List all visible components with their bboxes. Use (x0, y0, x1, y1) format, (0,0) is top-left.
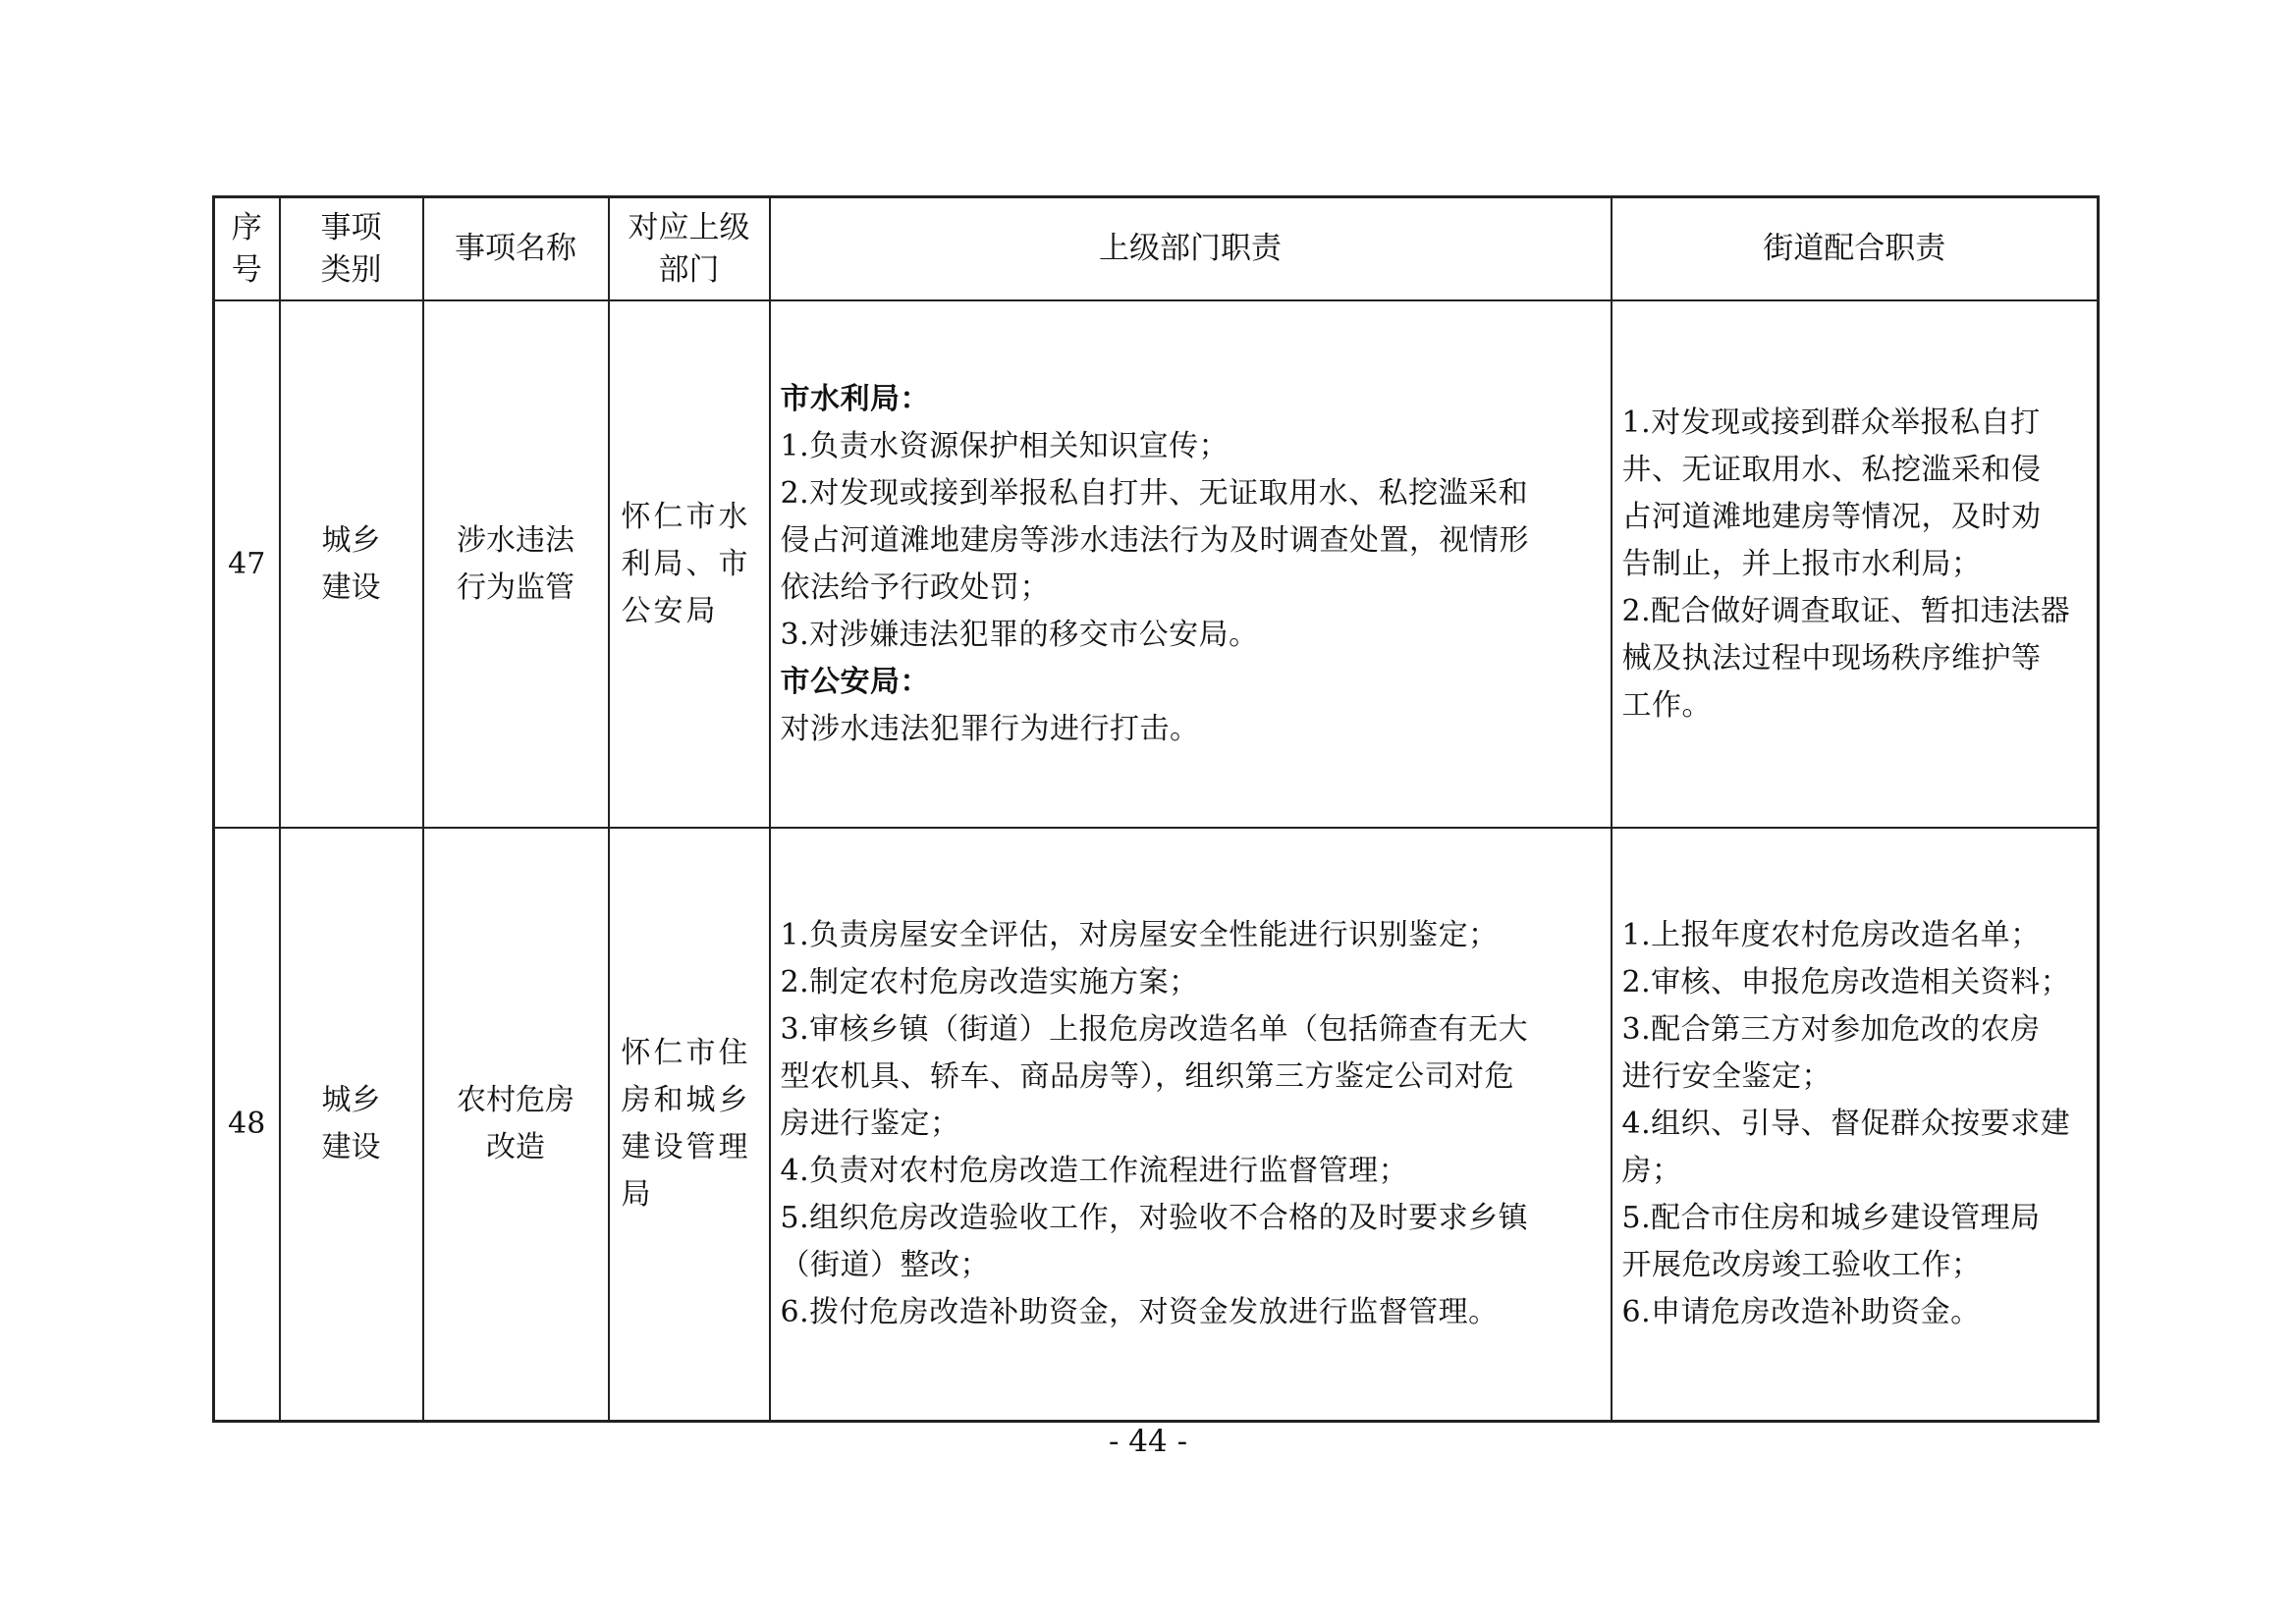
duty-line: 5.组织危房改造验收工作，对验收不合格的及时要求乡镇 (780, 1200, 1529, 1235)
table-row (214, 828, 2099, 1421)
duty-line: 依法给予行政处罚； (780, 569, 1050, 605)
header-name: 事项名称 (423, 197, 609, 301)
duty-line: 6.申请危房改造补助资金。 (1621, 1294, 1981, 1329)
duty-line: 3.审核乡镇（街道）上报危房改造名单（包括筛查有无大 (780, 1011, 1529, 1047)
duty-line: 6.拨付危房改造补助资金，对资金发放进行监督管理。 (780, 1294, 1499, 1329)
table-header-row (214, 197, 2099, 301)
row-street-duty (1612, 300, 2099, 828)
duty-line: 2.制定农村危房改造实施方案； (780, 964, 1199, 1000)
duty-line: 1.负责水资源保护相关知识宣传； (780, 428, 1230, 463)
duty-line: 1.上报年度农村危房改造名单； (1621, 917, 2041, 952)
header-seq: 序 号 (214, 197, 280, 301)
header-category: 事项 类别 (280, 197, 423, 301)
row-category: 城乡 建设 (280, 300, 423, 828)
page-number: - 44 - (1108, 1424, 1188, 1459)
duty-line: 2.审核、申报危房改造相关资料； (1621, 964, 2071, 1000)
duty-line: 1.对发现或接到群众举报私自打 (1621, 405, 2041, 440)
duty-line: 告制止，并上报市水利局； (1621, 546, 1982, 581)
row-seq: 47 (214, 300, 280, 828)
duty-line: 1.负责房屋安全评估，对房屋安全性能进行识别鉴定； (780, 917, 1499, 952)
duty-line: 5.配合市住房和城乡建设管理局 (1621, 1200, 2041, 1235)
dept-heading: 市公安局： (780, 664, 930, 699)
duty-table (212, 195, 2100, 1423)
duty-line: 对涉水违法犯罪行为进行打击。 (780, 711, 1200, 746)
row-upper-duty (770, 300, 1612, 828)
row-street-duty (1612, 828, 2099, 1421)
duty-line: 进行安全鉴定； (1621, 1058, 1831, 1094)
row-seq: 48 (214, 828, 280, 1421)
duty-line: 3.配合第三方对参加危改的农房 (1621, 1011, 2041, 1047)
duty-line: 房进行鉴定； (780, 1106, 960, 1141)
header-dept: 对应上级 部门 (609, 197, 770, 301)
duty-line: 2.对发现或接到举报私自打井、无证取用水、私挖滥采和 (780, 475, 1529, 511)
row-category: 城乡 建设 (280, 828, 423, 1421)
duty-line: 占河道滩地建房等情况，及时劝 (1621, 499, 2042, 534)
duty-line: 井、无证取用水、私挖滥采和侵 (1621, 452, 2042, 487)
duty-line: 型农机具、轿车、商品房等），组织第三方鉴定公司对危 (780, 1058, 1514, 1094)
duty-line: 械及执法过程中现场秩序维护等 (1621, 640, 2042, 676)
duty-line: 2.配合做好调查取证、暂扣违法器 (1621, 593, 2071, 628)
row-upper-duty (770, 828, 1612, 1421)
duty-line: 3.对涉嫌违法犯罪的移交市公安局。 (780, 617, 1259, 652)
duty-line: 4.负责对农村危房改造工作流程进行监督管理； (780, 1153, 1409, 1188)
duty-line: 工作。 (1621, 687, 1712, 723)
dept-heading: 市水利局： (780, 381, 930, 416)
row-item-name: 涉水违法 行为监管 (423, 300, 609, 828)
duty-line: 开展危改房竣工验收工作； (1621, 1247, 1982, 1282)
row-dept: 怀仁市住 房和城乡 建设管理 局 (609, 828, 770, 1421)
duty-line: 侵占河道滩地建房等涉水违法行为及时调查处置，视情形 (780, 522, 1529, 558)
header-street-duty: 街道配合职责 (1612, 197, 2099, 301)
header-upper-duty: 上级部门职责 (770, 197, 1612, 301)
table-row (214, 300, 2099, 828)
row-item-name: 农村危房 改造 (423, 828, 609, 1421)
row-dept: 怀仁市水 利局、市 公安局 (609, 300, 770, 828)
duty-line: 4.组织、引导、督促群众按要求建 (1621, 1106, 2071, 1141)
duty-line: （街道）整改； (780, 1247, 990, 1282)
duty-line: 房； (1621, 1153, 1682, 1188)
